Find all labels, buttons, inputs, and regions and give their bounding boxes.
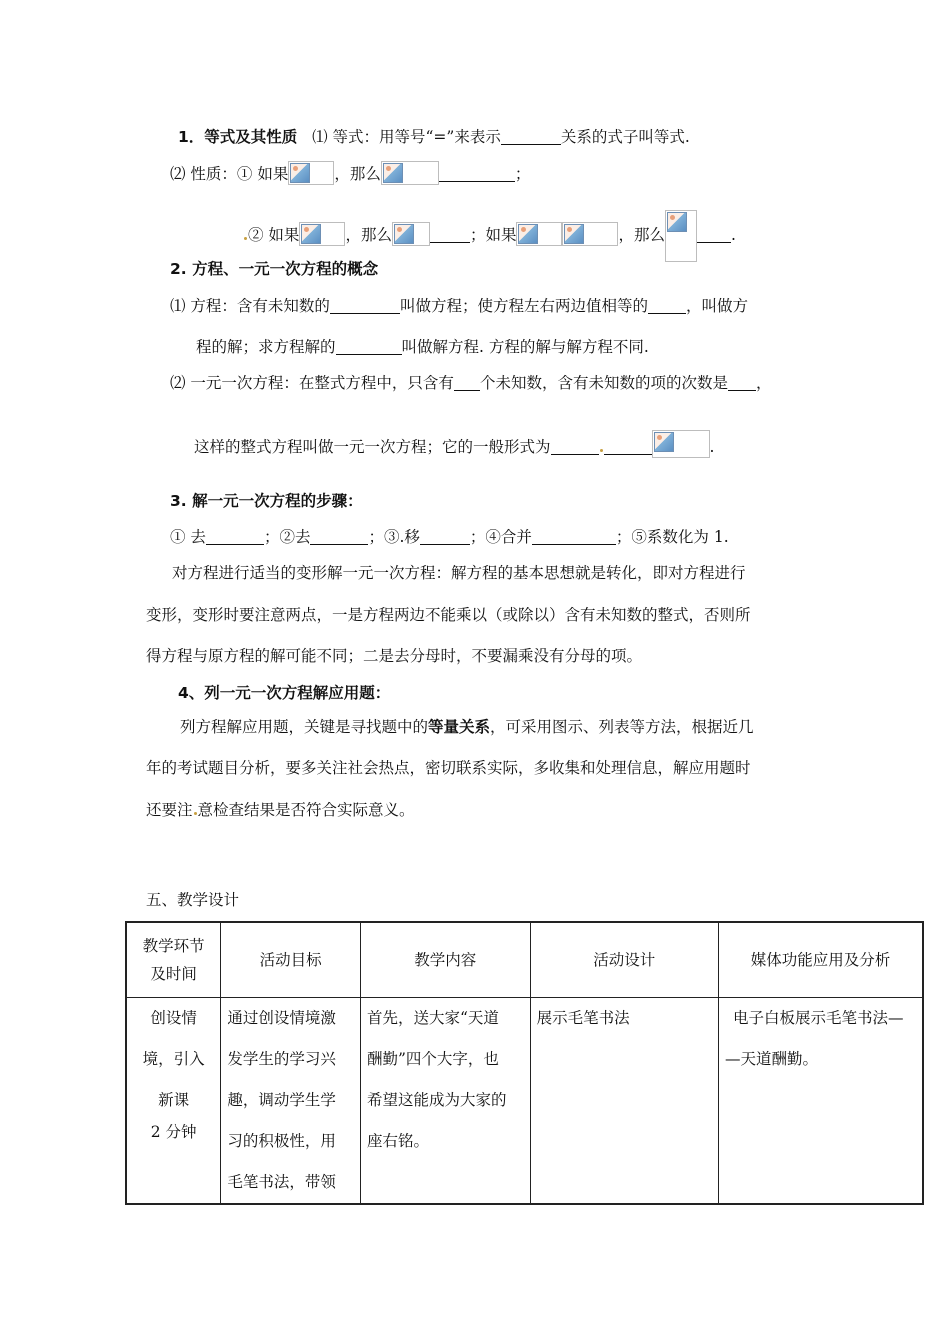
text: 程的解；求方程解的 xyxy=(196,338,336,356)
cell-line: 电子白板展示毛笔书法— xyxy=(733,1009,904,1027)
formula-image xyxy=(299,222,345,246)
blank xyxy=(330,297,400,314)
if-text: ；如果 xyxy=(469,226,517,244)
cell-line: 展示毛笔书法 xyxy=(536,1009,630,1027)
property-label: ⑵ 性质：① 如果 xyxy=(170,165,289,183)
cell-line: 首先，送大家“天道 xyxy=(366,1009,499,1027)
blank xyxy=(728,374,756,391)
header-text: 教学环节 及时间 xyxy=(142,937,205,983)
section2-line3 xyxy=(170,372,771,394)
text: 叫做解方程. 方程的解与解方程不同. xyxy=(401,338,649,356)
blank xyxy=(439,165,515,182)
cell-line: 2 分钟 xyxy=(150,1123,197,1141)
cell-line: 毛笔书法，带领 xyxy=(227,1173,336,1191)
header-cell: 媒体功能应用及分析 xyxy=(719,922,923,998)
cell-line: 境，引入 xyxy=(142,1050,205,1068)
cell-line: 创设情 xyxy=(150,1009,197,1027)
blank xyxy=(420,528,470,545)
formula-image-icon xyxy=(394,224,414,244)
mark-dot xyxy=(194,812,197,815)
blank xyxy=(310,528,368,545)
formula-image-icon xyxy=(667,212,687,232)
cell-line: 发学生的学习兴 xyxy=(227,1050,336,1068)
steps-line xyxy=(170,526,729,548)
blank xyxy=(604,438,652,455)
equation-def-text-2: 关系的式子叫等式. xyxy=(560,128,690,146)
text: ⑴ 方程：含有未知数的 xyxy=(170,297,330,315)
cell-goal xyxy=(221,998,361,1205)
section5-heading: 五、教学设计 xyxy=(146,891,240,909)
section3-para-line1: 对方程进行适当的变形解一元一次方程：解方程的基本思想就是转化，即对方程进行 xyxy=(172,564,746,582)
text: 叫做方程；使方程左右两边值相等的 xyxy=(399,297,648,315)
blank xyxy=(430,226,470,243)
cell-line: 习的积极性，用 xyxy=(227,1132,336,1150)
table-header-row xyxy=(126,922,923,998)
punct: . xyxy=(730,226,736,244)
text: 这样的整式方程叫做一元一次方程；它的一般形式为 xyxy=(194,438,551,456)
section4-para-line3 xyxy=(146,799,415,821)
header-cell: 活动目标 xyxy=(221,922,361,998)
teaching-design-table xyxy=(125,921,924,1205)
section3-heading: 3. 解一元一次方程的步骤： xyxy=(170,492,363,510)
formula-image xyxy=(392,222,430,246)
blank xyxy=(454,374,480,391)
cell-line: 希望这能成为大家的 xyxy=(366,1091,507,1109)
section1-heading: 1．等式及其性质 xyxy=(178,128,298,146)
formula-image xyxy=(652,430,710,458)
cell-line: 酬勤”四个大字，也 xyxy=(366,1050,499,1068)
step-4: ；④合并 xyxy=(469,528,532,546)
cell-line: 新课 xyxy=(158,1091,190,1109)
keyword-bold: 等量关系 xyxy=(428,718,491,736)
section2-line1 xyxy=(170,295,748,317)
equation-def-text: ⑴ 等式：用等号“=”来表示 xyxy=(312,128,501,146)
mark-dot xyxy=(600,449,603,452)
cell-line: 趣，调动学生学 xyxy=(227,1091,336,1109)
cell-stage xyxy=(126,998,221,1205)
mark-dot xyxy=(244,237,247,240)
section1-line1 xyxy=(178,126,690,148)
formula-image xyxy=(288,161,334,185)
cell-content xyxy=(360,998,530,1205)
text: 列方程解应用题，关键是寻找题中的 xyxy=(180,718,429,736)
cell-line: 座右铭。 xyxy=(366,1132,429,1150)
formula-image xyxy=(381,161,439,185)
text: 个未知数，含有未知数的项的次数是 xyxy=(479,374,728,392)
formula-image-icon xyxy=(290,163,310,183)
text: ⑵ 一元一次方程：在整式方程中，只含有 xyxy=(170,374,454,392)
then-text: ，那么 xyxy=(345,226,392,244)
section2-line4 xyxy=(194,430,714,458)
formula-image xyxy=(665,210,697,262)
text: 还要注 xyxy=(146,801,193,819)
section4-heading: 4、列一元一次方程解应用题： xyxy=(178,684,391,702)
section3-para-line2: 变形，变形时要注意两点，一是方程两边不能乘以（或除以）含有未知数的整式，否则所 xyxy=(146,606,751,624)
blank xyxy=(551,438,599,455)
section1-line2 xyxy=(170,161,530,185)
then-text: ，那么 xyxy=(618,226,665,244)
formula-image-icon xyxy=(518,224,538,244)
punct: . xyxy=(709,438,715,456)
step-1: ① 去 xyxy=(170,528,206,546)
header-cell xyxy=(126,922,221,998)
blank xyxy=(532,528,616,545)
formula-image-icon xyxy=(654,432,674,452)
formula-image-icon xyxy=(564,224,584,244)
text: ，可采用图示、列表等方法，根据近几 xyxy=(490,718,754,736)
property2-label: ② 如果 xyxy=(248,226,300,244)
section3-para-line3: 得方程与原方程的解可能不同；二是去分母时，不要漏乘没有分母的项。 xyxy=(146,647,643,665)
cell-line: —天道酬勤。 xyxy=(725,1050,819,1068)
blank xyxy=(336,338,402,355)
section4-para-line1 xyxy=(180,716,754,738)
table-row xyxy=(126,998,923,1205)
text: 意检查结果是否符合实际意义。 xyxy=(197,801,415,819)
formula-image xyxy=(516,222,562,246)
blank xyxy=(501,128,561,145)
cell-line: 通过创设情境激 xyxy=(227,1009,336,1027)
blank xyxy=(206,528,264,545)
punct: ； xyxy=(514,165,531,183)
section1-line3 xyxy=(243,210,736,262)
cell-media xyxy=(719,998,923,1205)
section2-heading: 2. 方程、一元一次方程的概念 xyxy=(170,260,379,278)
step-5: ；⑤系数化为 1. xyxy=(615,528,729,546)
text: ，叫做方 xyxy=(685,297,748,315)
section2-line2 xyxy=(196,336,649,358)
cell-activity xyxy=(530,998,718,1205)
formula-image-icon xyxy=(301,224,321,244)
header-cell: 活动设计 xyxy=(530,922,718,998)
text: ， xyxy=(755,374,772,392)
blank xyxy=(648,297,686,314)
blank xyxy=(697,226,731,243)
header-cell: 教学内容 xyxy=(360,922,530,998)
formula-image xyxy=(562,222,618,246)
step-2: ；②去 xyxy=(263,528,311,546)
step-3: ；③.移 xyxy=(368,528,420,546)
then-text: ，那么 xyxy=(334,165,381,183)
section4-para-line2: 年的考试题目分析，要多关注社会热点，密切联系实际，多收集和处理信息，解应用题时 xyxy=(146,759,751,777)
formula-image-icon xyxy=(383,163,403,183)
